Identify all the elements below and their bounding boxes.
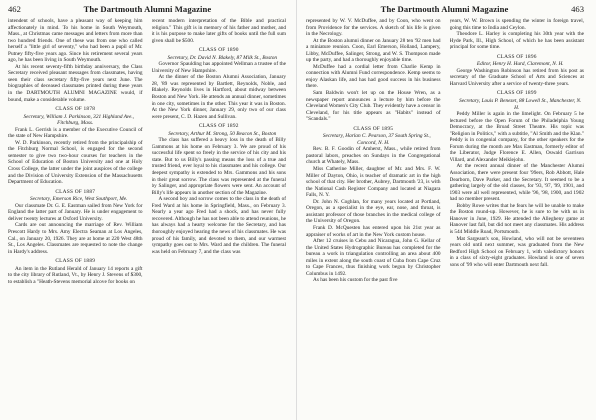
column-1 xyxy=(8,18,143,420)
secretary-line: Secretary, Emerson Rice, West Southport, Me. xyxy=(30,196,128,203)
paragraph: Cards are out announcing the marriage of Rev. William Prescott Hardy to Mrs. Amy Electra Seaman at Los Angeles, Cal., on January 20, 1926. They are at home at 220 West 48th St., Los Angeles. Classmates are requested to note the change in Hardy's address. xyxy=(8,222,143,255)
paragraph: At the Boston alumni dinner on January 28 ten '92 men had a miniature reunion. Coon, Earl Emerson, Holland, Lampery, Libby, McDuffee, Salinger, Strong, and W. S. Thompson made up the party, and had a thoroughly enjoyable time. xyxy=(306,37,441,64)
class-heading-1896: CLASS OF 1896 xyxy=(496,53,537,60)
class-heading-1890: CLASS OF 1890 xyxy=(198,47,239,54)
left-page-number: 462 xyxy=(8,4,21,14)
paragraph: Frank D. McQuesten has entered upon his 21st year as appraiser of works of art in the New York custom house. xyxy=(306,224,441,238)
paragraph: The class has suffered a heavy loss in the death of Billy Gammons at his home on February 3. We are proud of his successful life spent so freely in the service of his city and his state. But to us Billy's passing means the loss of a true and trusted friend, ever loyal to his classmates and his college. Our deepest sympathy is extended to Mrs. Gammons and his sons in their great sorrow. The class was represented at the funeral by Salinger, and appropriate flowers were sent. An account of Billy's life appears in another section of the Magazine. xyxy=(151,137,286,196)
paragraph: Our classmate Dr. G. E. Eastman sailed from New York for England the latter part of January. He is under engagement to deliver twenty lectures at Oxford University. xyxy=(8,202,143,222)
column-3 xyxy=(306,18,441,420)
class-heading-1895: CLASS OF 1895 xyxy=(353,125,394,132)
paragraph: After 12 cruises in Cebu and Nicaragua, John G. Kellar of the United States Hydrographic Bureau has completed for the bureau a work in triangulation controlling an area about 400 miles in extent along the south coast of Cuba from Cape Cruz to Cape Frances, thus finishing work begun by Christopher Columbus in 1492. xyxy=(306,238,441,277)
paragraph: Theodore L. Harley is completing his 30th year with the Hyde Park, Ill., High School, of which he has been assistant principal for some time. xyxy=(449,31,584,51)
paragraph: George Washington Robinson has retired from his post as secretary of the Graduate School of Arts and Sciences at Harvard University after a service of twenty-three years. xyxy=(449,67,584,87)
paragraph: Sam Baldwin won't let up on the House Wren, as a newspaper report announces a lecture by him before the Cleveland Women's City Club. They evidently have a censor in Cleveland, for his title appears as "Habits" instead of "Scandals." xyxy=(306,90,441,123)
secretary-line: Secretary, William J. Parkinson, 321 Highland Ave., Fitchburg, Mass. xyxy=(23,113,134,127)
right-page xyxy=(302,0,592,420)
paragraph: At the dinner of the Boston Alumni Association, January 28, '89 was represented by Bartlett, Reynolds, Noble, and Blakely. Reynolds lives in Hartford, about midway between Boston and New York. He attends an annual dinner, sometimes in one city, sometimes in the other. This year it was in Boston. At the New York dinner, January 29, only two of our class were present, C. D. Hazen and Sullivan. xyxy=(151,74,286,120)
secretary-line: Editor, Henry H. Hurd, Claremont, N. H. xyxy=(476,61,564,68)
paragraph: Governor Spaulding has appointed Wellman a trustee of the University of New Hampshire. xyxy=(151,61,286,74)
class-heading-1878: CLASS OF 1878 xyxy=(55,106,96,113)
paragraph: Bobby Rowe writes that he fears he will be unable to make the Boston round-up. However, he is sure to be with us in Hanover in June, 1929. He attended the Allegheny game at Hanover last fall, but did not meet any classmates. His address is 544 Middle Road, Portsmouth. xyxy=(449,202,584,235)
left-page xyxy=(0,0,290,420)
paragraph: represented by W. V. McDuffee, and by Coon, who went on from Providence for the services. A sketch of his life is given in the Necrology. xyxy=(306,18,441,38)
secretary-line: Secretary, Harlan C. Pearson, 37 South Spring St., Concord, N. H. xyxy=(322,133,431,146)
right-columns xyxy=(306,18,584,420)
paragraph: At his recent seventy-fifth birthday anniversary, the Class Secretary received pleasant messages from classmates, having seen their class secretary fifty-five years next June. The biographies of deceased classmates printed during these years in the DARTMOUTH ALUMNI MAGAZINE would, if bound, make a considerable volume. xyxy=(8,63,143,103)
paragraph: Frank L. Gerrish is a member of the Executive Council of the state of New Hampshire. xyxy=(8,126,143,140)
class-heading-1899: CLASS OF 1899 xyxy=(496,90,537,97)
secretary-line: Secretary, Louis P. Benezet, 88 Lowell St., Manchester, N. H. xyxy=(459,98,582,111)
paragraph: As has been his custom for the past five xyxy=(313,277,398,284)
paragraph: intendent of schools, have a pleasant way of keeping him affectionately in mind. To his home in South Weymouth, Mass., at Christmas came messages and letters from more than two hundred friends. One of these was from one who called herself a "little girl of seventy," who had been a pupil of Mr. Putney fifty-five years ago. Since his retirement several years ago, he has been living in South Weymouth. xyxy=(8,18,143,64)
column-2 xyxy=(152,18,287,420)
paragraph: McDuffee had a cordial letter from Charlie Kemp in connection with Alumni Fund correspondence. Kemp seems to enjoy Alaskan life, and has had good success in his business there. xyxy=(306,63,441,90)
column-4 xyxy=(450,18,585,420)
paragraph: recent modern interpretation of the Bible and practical religion." This gift is in memory of his father and mother, and it is his purpose to make later gifts of books until the full sum given shall be $500. xyxy=(151,18,286,44)
right-page-number: 463 xyxy=(571,4,584,14)
left-columns xyxy=(8,18,286,420)
paragraph: A second boy and sorrow comes to the class in the death of Fred Ward at his home in Springfield, Mass., on February 3. Nearly a year ago Fred had a shock, and has never fully recovered. Although he has not been able to attend reunions, he has always had a hearty welcome for the Secretary, and has thoroughly enjoyed hearing the news of his classmates. He was proud of his family, and devoted to them, and our warmest sympathy goes out to Mrs. Ward and the children. The funeral was held on February 7, and the class was xyxy=(151,196,286,255)
paragraph: Rev. B. F. Goodin of Amherst, Mass., while retired from pastoral labors, preaches on Sundays in the Congregational church at Whately, Mass. xyxy=(306,146,441,166)
right-running-head xyxy=(306,4,584,18)
paragraph: years, W. W. Brown is spending the winter in foreign travel, going this time to India and Ceylon. xyxy=(449,18,584,31)
class-heading-1892: CLASS OF 1892 xyxy=(198,123,239,130)
left-magazine-title: The Dartmouth Alumni Magazine xyxy=(83,4,212,14)
paragraph: Miss Catherine Miller, daughter of Mr. and Mrs. F. W. Miller of Dayton, Ohio, is teacher of dramatic art in the high school of that city. Her brother, Aubrey, Dartmouth '23, is with the National Cash Register Company and located at Niagara Falls, N. Y. xyxy=(306,166,441,199)
secretary-line: Secretary, Arthur M. Strong, 50 Beacon St., Boston xyxy=(168,130,277,137)
left-running-head xyxy=(8,4,286,18)
page-gutter xyxy=(296,0,297,420)
paragraph: Mat Sargeant's son, Howland, who will not be seventeen years old until next summer, was graduated from the New Bedford High School on February 1, with valedictory honors in a class of sixty-eight graduates. Howland is one of seven sons of '99 who will enter Dartmouth next fall. xyxy=(449,235,584,268)
class-heading-1887: CLASS OF 1887 xyxy=(55,188,96,195)
paragraph: An item in the Rutland Herald of January 14 reports a gift to the city library of Rutland, Vt., by Henry J. Stevens of $300, to establish a "Heath-Stevens memorial alcove for books on xyxy=(8,265,143,285)
right-magazine-title: The Dartmouth Alumni Magazine xyxy=(380,4,509,14)
paragraph: Peddy Miller is again in the limelight. On February 5 he lectured before the Open Forum of the Philadelphia Young Democracy, at the Broad Street Theatre. His topic was "Religion in Politics," with a subtitle, "Al Smith and the Klan." Peddy is in congenial company, for the other speakers for the Forum during the month are Max Eastman, formerly editor of the Liberator, Judge Florence E. Allen, Oswald Garrison Villard, and Alexander Meiklejohn. xyxy=(449,111,584,163)
paragraph: At the recent annual dinner of the Manchester Alumni Association, there were present four '99ers, Rob Abbott, Hale Dearborn, Dave Parker, and the Secretary. It seemed to be a gathering largely of the old classes, for '93, '97, '99, 1901, and 1903 were all well represented, while '96, '98, 1900, and 1902 had no member present. xyxy=(449,163,584,203)
paragraph: Dr. John N. Coghlan, for many years located at Portland, Oregon, as a specialist in the eye, ear, nose, and throat, is assistant professor of those branches in the medical college of the University of Oregon. xyxy=(306,198,441,225)
secretary-line: Secretary, Dr. David N. Blakely, 87 Milk St., Boston xyxy=(167,54,278,61)
class-heading-1889: CLASS OF 1889 xyxy=(55,258,96,265)
paragraph: W. D. Parkinson, recently retired from the principalship of the Fitchburg Normal School, is engaged for the second semester to give two two-hour courses for teachers in the School of Education of Boston University and one at Holy Cross College, the latter under the joint auspices of the college and the Division of University Extension of the Massachusetts Department of Education. xyxy=(8,139,143,186)
